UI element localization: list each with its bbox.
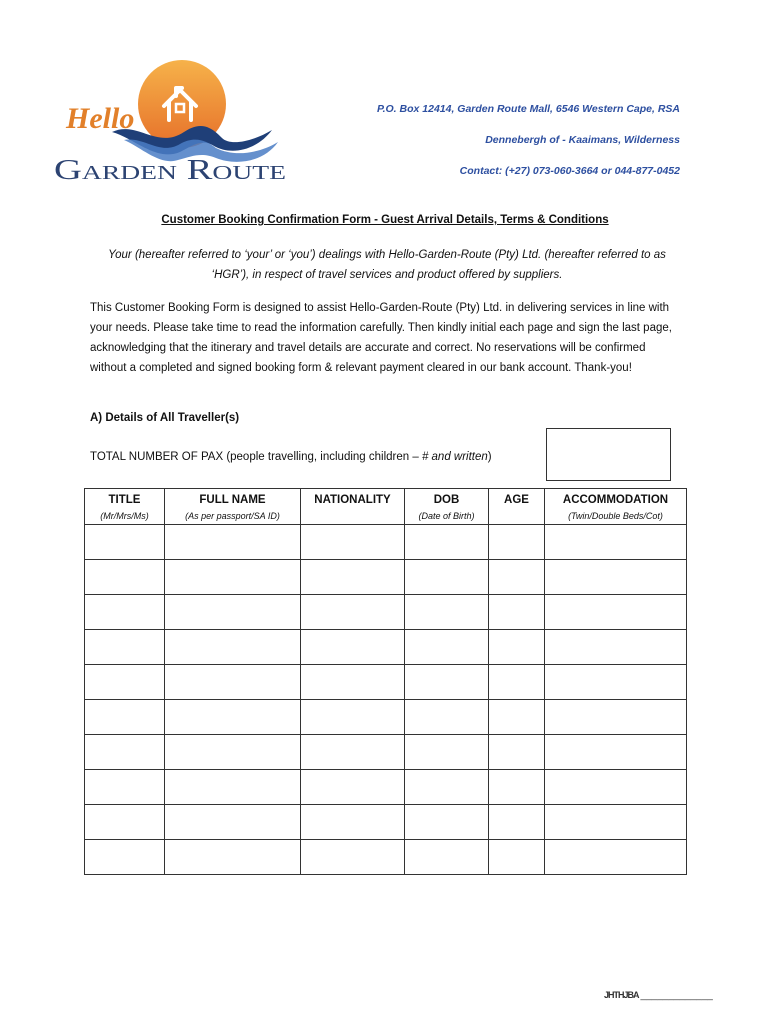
cell-age[interactable]: [489, 770, 545, 805]
column-header-title: [85, 489, 165, 525]
column-subtitle: (Twin/Double Beds/Cot): [568, 511, 663, 521]
cell-age[interactable]: [489, 700, 545, 735]
hello-garden-route-logo-graphic: [52, 58, 288, 188]
cell-accommodation[interactable]: [545, 735, 687, 770]
total-pax-label-end: ): [487, 451, 492, 463]
cell-title[interactable]: [85, 665, 165, 700]
cell-full-name[interactable]: [165, 630, 301, 665]
total-pax-label-italic: # and written: [421, 451, 488, 463]
cell-accommodation[interactable]: [545, 840, 687, 875]
cell-full-name[interactable]: [165, 595, 301, 630]
column-title: FULL NAME: [199, 494, 266, 506]
address-line: Dennebergh of - Kaaimans, Wilderness: [485, 134, 680, 146]
cell-dob[interactable]: [405, 525, 489, 560]
table-row: [85, 665, 687, 700]
cell-dob[interactable]: [405, 840, 489, 875]
total-pax-input-box[interactable]: [546, 428, 671, 481]
table-header-row: [85, 489, 687, 525]
column-title: AGE: [504, 494, 529, 506]
cell-full-name[interactable]: [165, 665, 301, 700]
cell-accommodation[interactable]: [545, 595, 687, 630]
initial-signature: JHTHJBA: [604, 990, 639, 1000]
table-row: [85, 700, 687, 735]
logo-script-text: Hello: [66, 102, 135, 135]
cell-nationality[interactable]: [301, 735, 405, 770]
column-header-full-name: [165, 489, 301, 525]
initial-underline: _____________: [640, 990, 713, 1001]
cell-age[interactable]: [489, 525, 545, 560]
cell-age[interactable]: [489, 630, 545, 665]
cell-accommodation[interactable]: [545, 525, 687, 560]
cell-full-name[interactable]: [165, 700, 301, 735]
table-row: [85, 630, 687, 665]
column-subtitle: (Mr/Mrs/Ms): [100, 511, 149, 521]
total-pax-label-text: TOTAL NUMBER OF PAX (people travelling, including children –: [90, 451, 422, 463]
column-header-dob: [405, 489, 489, 525]
column-subtitle: (Date of Birth): [418, 511, 475, 521]
cell-title[interactable]: [85, 560, 165, 595]
company-logo: [52, 58, 288, 188]
cell-dob[interactable]: [405, 700, 489, 735]
logo-brand-text: Garden Route: [54, 155, 286, 186]
cell-accommodation[interactable]: [545, 700, 687, 735]
table-row: [85, 805, 687, 840]
cell-nationality[interactable]: [301, 595, 405, 630]
cell-title[interactable]: [85, 595, 165, 630]
column-title: TITLE: [108, 494, 141, 506]
column-header-age: [489, 489, 545, 525]
intro-body-paragraph: This Customer Booking Form is designed to assist Hello-Garden-Route (Pty) Ltd. in delivering services in line with your needs. Please take time to read the information carefully. Then kindly initial each page and sign the last page, acknowledging that the itinerary and travel details are accurate and correct. No reservations will be confirmed without a completed and signed booking form & relevant payment cleared in our bank account. Thank-you!: [90, 302, 672, 374]
table-row: [85, 560, 687, 595]
column-header-accommodation: [545, 489, 687, 525]
cell-nationality[interactable]: [301, 560, 405, 595]
column-title: NATIONALITY: [314, 494, 391, 506]
cell-age[interactable]: [489, 840, 545, 875]
column-subtitle: (As per passport/SA ID): [185, 511, 280, 521]
cell-nationality[interactable]: [301, 665, 405, 700]
cell-title[interactable]: [85, 770, 165, 805]
cell-age[interactable]: [489, 805, 545, 840]
table-row: [85, 735, 687, 770]
section-a-heading: A) Details of All Traveller(s): [90, 412, 240, 424]
cell-dob[interactable]: [405, 595, 489, 630]
cell-dob[interactable]: [405, 735, 489, 770]
cell-full-name[interactable]: [165, 840, 301, 875]
column-header-nationality: [301, 489, 405, 525]
cell-title[interactable]: [85, 630, 165, 665]
cell-full-name[interactable]: [165, 735, 301, 770]
table-row: [85, 770, 687, 805]
cell-title[interactable]: [85, 840, 165, 875]
total-pax-label: [90, 451, 492, 463]
cell-nationality[interactable]: [301, 840, 405, 875]
column-title: ACCOMMODATION: [562, 494, 669, 506]
cell-full-name[interactable]: [165, 805, 301, 840]
cell-dob[interactable]: [405, 560, 489, 595]
cell-nationality[interactable]: [301, 630, 405, 665]
cell-age[interactable]: [489, 595, 545, 630]
travellers-table: [84, 488, 687, 875]
cell-dob[interactable]: [405, 805, 489, 840]
cell-title[interactable]: [85, 525, 165, 560]
table-row: [85, 595, 687, 630]
cell-nationality[interactable]: [301, 805, 405, 840]
cell-full-name[interactable]: [165, 560, 301, 595]
address-line: P.O. Box 12414, Garden Route Mall, 6546 Western Cape, RSA: [376, 103, 680, 115]
cell-title[interactable]: [85, 805, 165, 840]
cell-accommodation[interactable]: [545, 770, 687, 805]
table-row: [85, 525, 687, 560]
cell-accommodation[interactable]: [545, 805, 687, 840]
cell-full-name[interactable]: [165, 770, 301, 805]
column-title: DOB: [433, 494, 460, 506]
cell-age[interactable]: [489, 735, 545, 770]
cell-nationality[interactable]: [301, 700, 405, 735]
cell-dob[interactable]: [405, 665, 489, 700]
cell-title[interactable]: [85, 700, 165, 735]
cell-dob[interactable]: [405, 630, 489, 665]
company-address: [377, 94, 680, 187]
cell-nationality[interactable]: [301, 770, 405, 805]
form-title: Customer Booking Confirmation Form - Guest Arrival Details, Terms & Conditions: [161, 214, 609, 226]
intro-italic-paragraph: Your (hereafter referred to ‘your’ or ‘you’) dealings with Hello-Garden-Route (Pty) Ltd. (hereafter referred to as ‘HGR’), in respect of travel services and product offered by suppliers.: [108, 249, 666, 281]
travellers-table-body: [85, 525, 687, 875]
cell-dob[interactable]: [405, 770, 489, 805]
cell-title[interactable]: [85, 735, 165, 770]
cell-accommodation[interactable]: [545, 560, 687, 595]
cell-accommodation[interactable]: [545, 630, 687, 665]
page-initial-field[interactable]: [604, 990, 713, 1001]
table-row: [85, 840, 687, 875]
cell-accommodation[interactable]: [545, 665, 687, 700]
cell-full-name[interactable]: [165, 525, 301, 560]
contact-line: Contact: (+27) 073-060-3664 or 044-877-0452: [459, 165, 680, 177]
cell-age[interactable]: [489, 665, 545, 700]
cell-age[interactable]: [489, 560, 545, 595]
cell-nationality[interactable]: [301, 525, 405, 560]
